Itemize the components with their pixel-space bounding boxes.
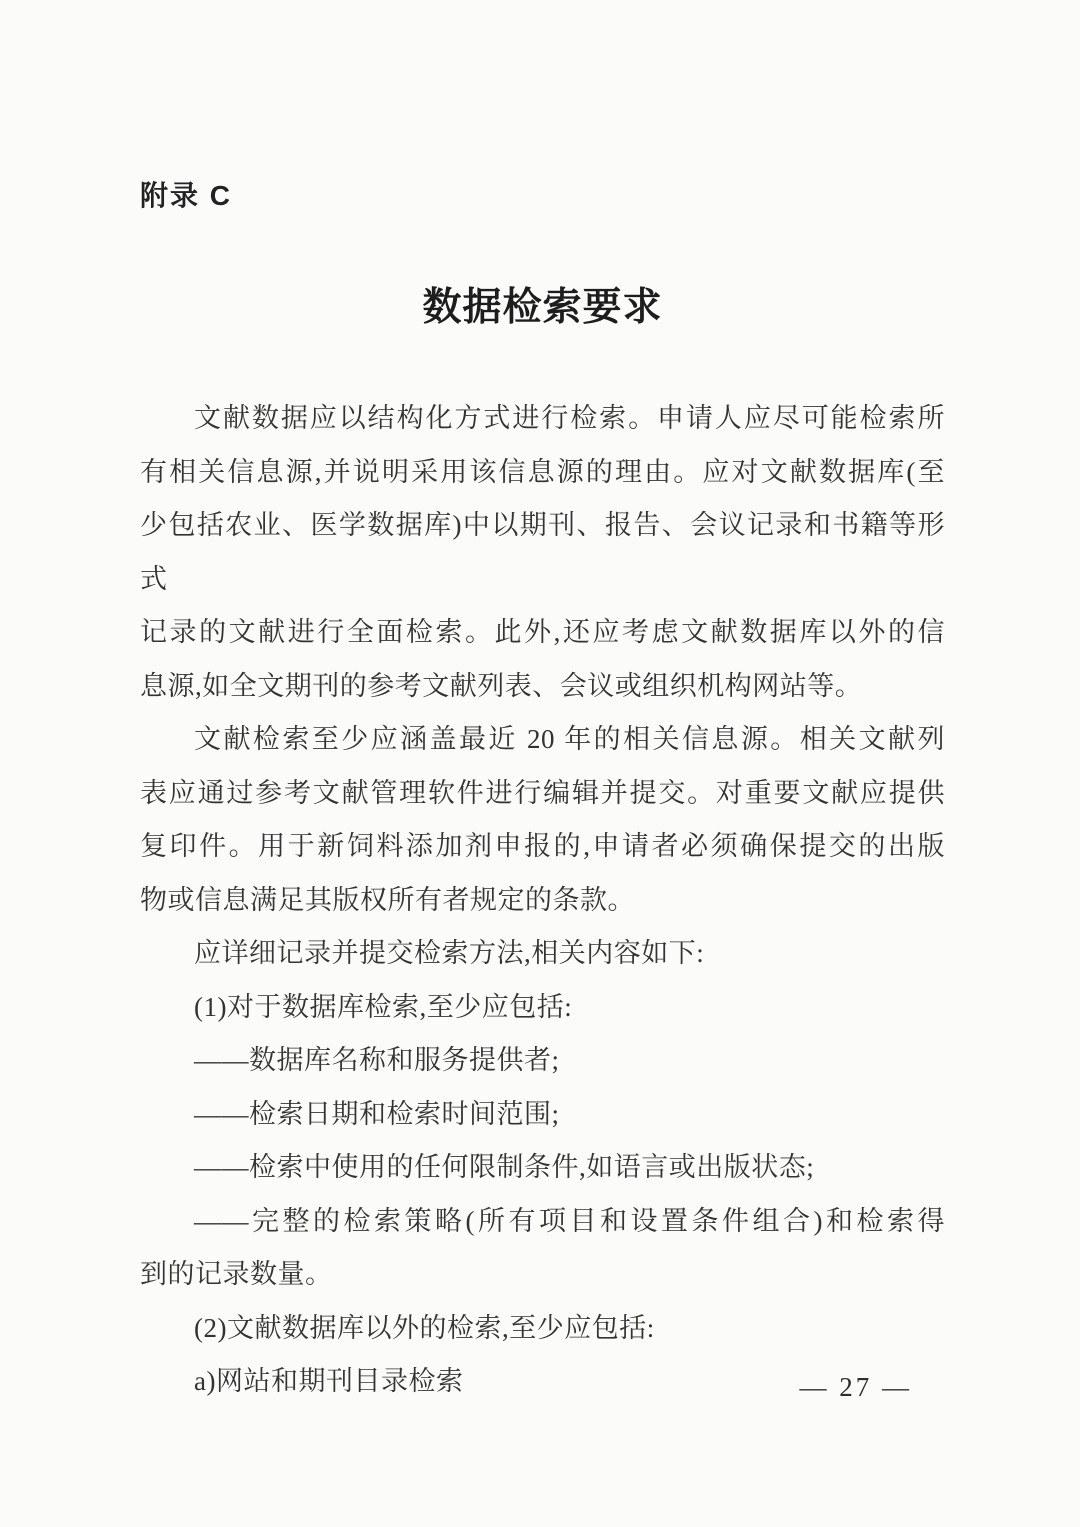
text-line: 有相关信息源,并说明采用该信息源的理由。应对文献数据库(至 <box>140 456 945 487</box>
paragraph <box>140 981 945 1035</box>
paragraph <box>140 1302 945 1356</box>
text-line: (2)文献数据库以外的检索,至少应包括: <box>194 1312 655 1343</box>
text-line: ——检索中使用的任何限制条件,如语言或出版状态; <box>194 1152 815 1182</box>
appendix-label: 附录 C <box>140 180 233 211</box>
text-line: 复印件。用于新饲料添加剂申报的,申请者必须确保提交的出版 <box>140 831 945 861</box>
text-line: 物或信息满足其版权所有者规定的条款。 <box>140 884 635 915</box>
text-line: 文献检索至少应涵盖最近 20 年的相关信息源。相关文献列 <box>194 724 945 754</box>
list-item <box>140 1141 945 1195</box>
text-line: 记录的文献进行全面检索。此外,还应考虑文献数据库以外的信 <box>140 617 945 647</box>
paragraph <box>140 927 945 981</box>
list-item <box>140 1034 945 1088</box>
page-number: — 27 — <box>799 1372 912 1402</box>
text-line: 息源,如全文期刊的参考文献列表、会议或组织机构网站等。 <box>140 670 863 701</box>
text-line: ——完整的检索策略(所有项目和设置条件组合)和检索得 <box>194 1205 945 1236</box>
text-line: a)网站和期刊目录检索 <box>194 1366 464 1396</box>
text-line: (1)对于数据库检索,至少应包括: <box>194 991 573 1022</box>
paragraph <box>140 713 945 927</box>
list-item <box>140 1195 945 1302</box>
document-body <box>140 392 945 1409</box>
text-line: ——检索日期和检索时间范围; <box>194 1098 560 1129</box>
list-item <box>140 1088 945 1142</box>
text-line: 表应通过参考文献管理软件进行编辑并提交。对重要文献应提供 <box>140 777 945 808</box>
text-line: 应详细记录并提交检索方法,相关内容如下: <box>194 938 705 968</box>
text-line: 文献数据应以结构化方式进行检索。申请人应尽可能检索所 <box>194 403 945 433</box>
text-line: 到的记录数量。 <box>140 1259 333 1289</box>
text-line: ——数据库名称和服务提供者; <box>194 1045 560 1075</box>
document-title: 数据检索要求 <box>422 286 663 329</box>
text-line: 少包括农业、医学数据库)中以期刊、报告、会议记录和书籍等形式 <box>140 510 945 594</box>
paragraph <box>140 392 945 713</box>
